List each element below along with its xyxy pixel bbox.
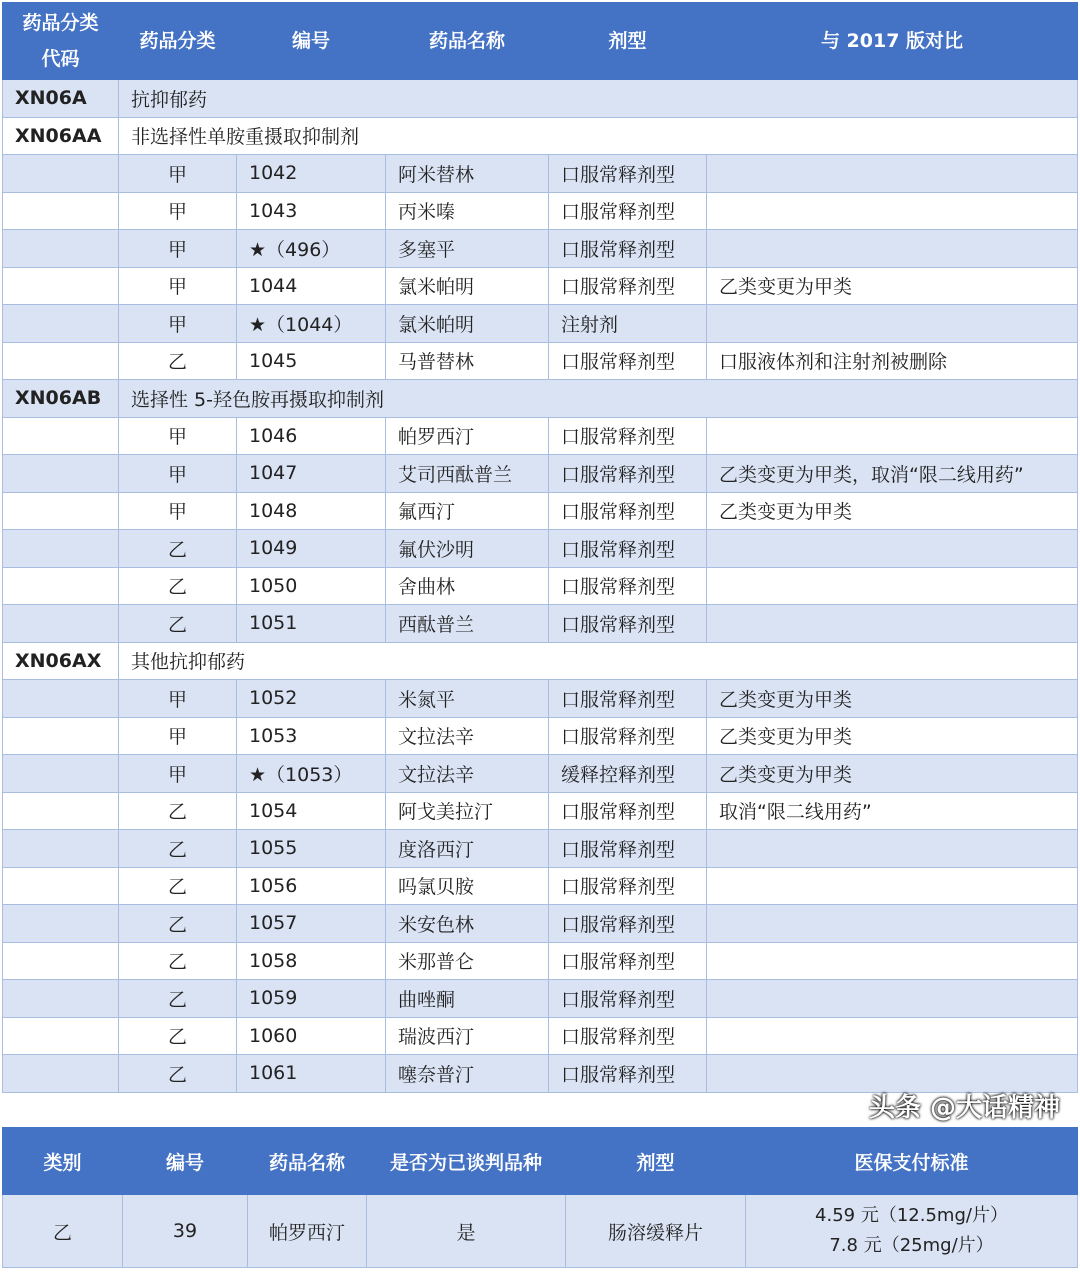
cell-empty xyxy=(3,305,119,343)
cell-number: 1054 xyxy=(237,792,386,830)
cell-class: 甲 xyxy=(119,417,237,455)
cell-comparison: 乙类变更为甲类 xyxy=(707,755,1078,793)
cell-comparison xyxy=(707,155,1078,193)
header-number: 编号 xyxy=(237,3,386,80)
cell-comparison xyxy=(707,1017,1078,1055)
cell-drug-name: 米氮平 xyxy=(386,680,549,718)
cell-number: 1051 xyxy=(237,605,386,643)
cell-number: 1045 xyxy=(237,342,386,380)
cell-number: 1046 xyxy=(237,417,386,455)
cell-drug-name: 瑞波西汀 xyxy=(386,1017,549,1055)
cell-class: 乙 xyxy=(119,905,237,943)
cell-class: 乙 xyxy=(119,530,237,568)
cell-number: 1052 xyxy=(237,680,386,718)
cell-empty xyxy=(3,192,119,230)
cell-empty xyxy=(3,605,119,643)
cell-empty xyxy=(3,492,119,530)
cell-comparison xyxy=(707,417,1078,455)
table-row xyxy=(3,305,1078,343)
cell-class: 甲 xyxy=(119,230,237,268)
header-comparison: 与 2017 版对比 xyxy=(707,3,1078,80)
cell-empty xyxy=(3,417,119,455)
cell-dosage-form: 口服常释剂型 xyxy=(549,1055,707,1093)
cell-comparison xyxy=(707,942,1078,980)
cell-empty xyxy=(3,942,119,980)
cell-empty xyxy=(3,867,119,905)
cell-empty xyxy=(3,342,119,380)
cell-drug-name: 西酞普兰 xyxy=(386,605,549,643)
cell-empty xyxy=(3,792,119,830)
cell-comparison xyxy=(707,905,1078,943)
cell-dosage-form: 口服常释剂型 xyxy=(549,155,707,193)
cell-negotiated: 是 xyxy=(367,1195,566,1268)
cell-comparison: 乙类变更为甲类 xyxy=(707,680,1078,718)
cell-drug-name: 舍曲林 xyxy=(386,567,549,605)
cell-empty xyxy=(3,830,119,868)
cell-drug-name: 帕罗西汀 xyxy=(248,1195,367,1268)
cell-comparison: 乙类变更为甲类，取消“限二线用药” xyxy=(707,455,1078,493)
cell-dosage-form: 缓释控释剂型 xyxy=(549,755,707,793)
cell-number: 1053 xyxy=(237,717,386,755)
header-dosage-form: 剂型 xyxy=(566,1128,746,1195)
table-row xyxy=(3,530,1078,568)
header-category-code-label: 药品分类代码 xyxy=(22,12,99,70)
cell-comparison xyxy=(707,567,1078,605)
cell-comparison xyxy=(707,192,1078,230)
drug-catalog-table xyxy=(2,2,1078,1093)
cell-number: 1061 xyxy=(237,1055,386,1093)
cell-number: 1057 xyxy=(237,905,386,943)
cell-class: 乙 xyxy=(119,792,237,830)
cell-class: 乙 xyxy=(119,342,237,380)
cell-group-code: XN06AA xyxy=(3,117,119,155)
table-row xyxy=(3,342,1078,380)
table-row xyxy=(3,830,1078,868)
table-row xyxy=(3,980,1078,1018)
table-row xyxy=(3,680,1078,718)
table-row xyxy=(3,155,1078,193)
cell-empty xyxy=(3,567,119,605)
table-row xyxy=(3,717,1078,755)
cell-group-code: XN06A xyxy=(3,80,119,118)
cell-dosage-form: 口服常释剂型 xyxy=(549,980,707,1018)
cell-empty xyxy=(3,680,119,718)
header-category-code xyxy=(3,3,119,80)
cell-class: 甲 xyxy=(119,492,237,530)
group-row xyxy=(3,80,1078,118)
cell-class: 乙 xyxy=(119,942,237,980)
cell-drug-name: 度洛西汀 xyxy=(386,830,549,868)
cell-comparison: 乙类变更为甲类 xyxy=(707,717,1078,755)
header-number: 编号 xyxy=(123,1128,248,1195)
cell-number: 1060 xyxy=(237,1017,386,1055)
cell-drug-name: 马普替林 xyxy=(386,342,549,380)
header-category: 药品分类 xyxy=(119,3,237,80)
cell-drug-name: 多塞平 xyxy=(386,230,549,268)
cell-number: 1059 xyxy=(237,980,386,1018)
group-row xyxy=(3,380,1078,418)
table-row xyxy=(3,230,1078,268)
cell-class: 乙 xyxy=(119,567,237,605)
cell-class: 甲 xyxy=(119,267,237,305)
table-row xyxy=(3,567,1078,605)
cell-payment-standard xyxy=(746,1195,1078,1268)
cell-class: 甲 xyxy=(119,192,237,230)
cell-class: 乙 xyxy=(119,830,237,868)
cell-class: 甲 xyxy=(119,155,237,193)
cell-empty xyxy=(3,155,119,193)
cell-class: 甲 xyxy=(119,755,237,793)
cell-empty xyxy=(3,267,119,305)
price-line: 4.59 元（12.5mg/片） xyxy=(815,1205,1008,1226)
cell-number: ★（1053） xyxy=(237,755,386,793)
cell-dosage-form: 口服常释剂型 xyxy=(549,230,707,268)
cell-comparison: 口服液体剂和注射剂被删除 xyxy=(707,342,1078,380)
cell-class: 乙 xyxy=(119,1055,237,1093)
cell-class: 甲 xyxy=(119,717,237,755)
cell-dosage-form: 注射剂 xyxy=(549,305,707,343)
table-row xyxy=(3,1055,1078,1093)
cell-drug-name: 阿戈美拉汀 xyxy=(386,792,549,830)
table-row xyxy=(3,417,1078,455)
table-body xyxy=(3,80,1078,1093)
cell-empty xyxy=(3,1055,119,1093)
cell-dosage-form: 口服常释剂型 xyxy=(549,830,707,868)
cell-drug-name: 噻奈普汀 xyxy=(386,1055,549,1093)
cell-comparison xyxy=(707,605,1078,643)
cell-number: 1058 xyxy=(237,942,386,980)
table-row xyxy=(3,1017,1078,1055)
cell-comparison xyxy=(707,980,1078,1018)
cell-drug-name: 氯米帕明 xyxy=(386,305,549,343)
cell-dosage-form: 口服常释剂型 xyxy=(549,567,707,605)
header-drug-name: 药品名称 xyxy=(248,1128,367,1195)
cell-empty xyxy=(3,980,119,1018)
price-line: 7.8 元（25mg/片） xyxy=(829,1235,994,1256)
cell-class: 乙 xyxy=(119,980,237,1018)
table-row xyxy=(3,192,1078,230)
cell-group-code: XN06AX xyxy=(3,642,119,680)
cell-dosage-form: 口服常释剂型 xyxy=(549,605,707,643)
cell-drug-name: 曲唑酮 xyxy=(386,980,549,1018)
cell-class: 乙 xyxy=(119,867,237,905)
table-row xyxy=(3,267,1078,305)
cell-empty xyxy=(3,1017,119,1055)
cell-group-name: 抗抑郁药 xyxy=(119,80,1078,118)
cell-drug-name: 米安色林 xyxy=(386,905,549,943)
cell-comparison: 取消“限二线用药” xyxy=(707,792,1078,830)
cell-class: 甲 xyxy=(119,305,237,343)
cell-number: 1048 xyxy=(237,492,386,530)
cell-group-name: 非选择性单胺重摄取抑制剂 xyxy=(119,117,1078,155)
table-row xyxy=(3,492,1078,530)
header-negotiated: 是否为已谈判品种 xyxy=(367,1128,566,1195)
header-dosage-form: 剂型 xyxy=(549,3,707,80)
table-row xyxy=(3,455,1078,493)
cell-drug-name: 米那普仑 xyxy=(386,942,549,980)
group-row xyxy=(3,117,1078,155)
cell-number: 1050 xyxy=(237,567,386,605)
watermark: 头条 @大话精神 xyxy=(868,1093,1060,1123)
cell-class: 乙 xyxy=(119,605,237,643)
cell-comparison xyxy=(707,305,1078,343)
cell-comparison xyxy=(707,830,1078,868)
cell-dosage-form: 口服常释剂型 xyxy=(549,342,707,380)
cell-number: ★（1044） xyxy=(237,305,386,343)
cell-class: 甲 xyxy=(119,455,237,493)
table-row xyxy=(3,1195,1078,1268)
cell-number: ★（496） xyxy=(237,230,386,268)
cell-dosage-form: 肠溶缓释片 xyxy=(566,1195,746,1268)
cell-empty xyxy=(3,755,119,793)
cell-comparison xyxy=(707,867,1078,905)
cell-drug-name: 帕罗西汀 xyxy=(386,417,549,455)
cell-group-name: 其他抗抑郁药 xyxy=(119,642,1078,680)
cell-dosage-form: 口服常释剂型 xyxy=(549,492,707,530)
cell-dosage-form: 口服常释剂型 xyxy=(549,192,707,230)
cell-class: 乙 xyxy=(119,1017,237,1055)
group-row xyxy=(3,642,1078,680)
cell-group-code: XN06AB xyxy=(3,380,119,418)
cell-empty xyxy=(3,530,119,568)
cell-empty xyxy=(3,717,119,755)
header-class: 类别 xyxy=(3,1128,123,1195)
cell-drug-name: 吗氯贝胺 xyxy=(386,867,549,905)
cell-group-name: 选择性 5-羟色胺再摄取抑制剂 xyxy=(119,380,1078,418)
cell-drug-name: 氯米帕明 xyxy=(386,267,549,305)
cell-dosage-form: 口服常释剂型 xyxy=(549,455,707,493)
payment-standard-table xyxy=(2,1127,1078,1268)
cell-comparison xyxy=(707,1055,1078,1093)
cell-number: 1047 xyxy=(237,455,386,493)
cell-dosage-form: 口服常释剂型 xyxy=(549,717,707,755)
table-row xyxy=(3,942,1078,980)
cell-number: 1043 xyxy=(237,192,386,230)
cell-empty xyxy=(3,230,119,268)
table-row xyxy=(3,905,1078,943)
cell-drug-name: 氟西汀 xyxy=(386,492,549,530)
cell-class: 乙 xyxy=(3,1195,123,1268)
table-header-row xyxy=(3,1128,1078,1195)
table-header-row xyxy=(3,3,1078,80)
header-drug-name: 药品名称 xyxy=(386,3,549,80)
cell-dosage-form: 口服常释剂型 xyxy=(549,680,707,718)
header-payment-standard: 医保支付标准 xyxy=(746,1128,1078,1195)
cell-dosage-form: 口服常释剂型 xyxy=(549,792,707,830)
cell-number: 1042 xyxy=(237,155,386,193)
cell-comparison: 乙类变更为甲类 xyxy=(707,492,1078,530)
table-row xyxy=(3,755,1078,793)
cell-comparison xyxy=(707,230,1078,268)
cell-class: 甲 xyxy=(119,680,237,718)
cell-dosage-form: 口服常释剂型 xyxy=(549,417,707,455)
cell-drug-name: 艾司西酞普兰 xyxy=(386,455,549,493)
cell-dosage-form: 口服常释剂型 xyxy=(549,905,707,943)
table-row xyxy=(3,867,1078,905)
cell-number: 1056 xyxy=(237,867,386,905)
cell-dosage-form: 口服常释剂型 xyxy=(549,530,707,568)
cell-number: 1049 xyxy=(237,530,386,568)
cell-empty xyxy=(3,455,119,493)
cell-dosage-form: 口服常释剂型 xyxy=(549,267,707,305)
cell-drug-name: 文拉法辛 xyxy=(386,717,549,755)
cell-number: 1044 xyxy=(237,267,386,305)
table-row xyxy=(3,605,1078,643)
cell-comparison xyxy=(707,530,1078,568)
cell-dosage-form: 口服常释剂型 xyxy=(549,1017,707,1055)
cell-dosage-form: 口服常释剂型 xyxy=(549,942,707,980)
cell-comparison: 乙类变更为甲类 xyxy=(707,267,1078,305)
cell-number: 1055 xyxy=(237,830,386,868)
cell-drug-name: 文拉法辛 xyxy=(386,755,549,793)
cell-drug-name: 氟伏沙明 xyxy=(386,530,549,568)
cell-number: 39 xyxy=(123,1195,248,1268)
table-row xyxy=(3,792,1078,830)
cell-drug-name: 丙米嗪 xyxy=(386,192,549,230)
cell-dosage-form: 口服常释剂型 xyxy=(549,867,707,905)
cell-empty xyxy=(3,905,119,943)
cell-drug-name: 阿米替林 xyxy=(386,155,549,193)
